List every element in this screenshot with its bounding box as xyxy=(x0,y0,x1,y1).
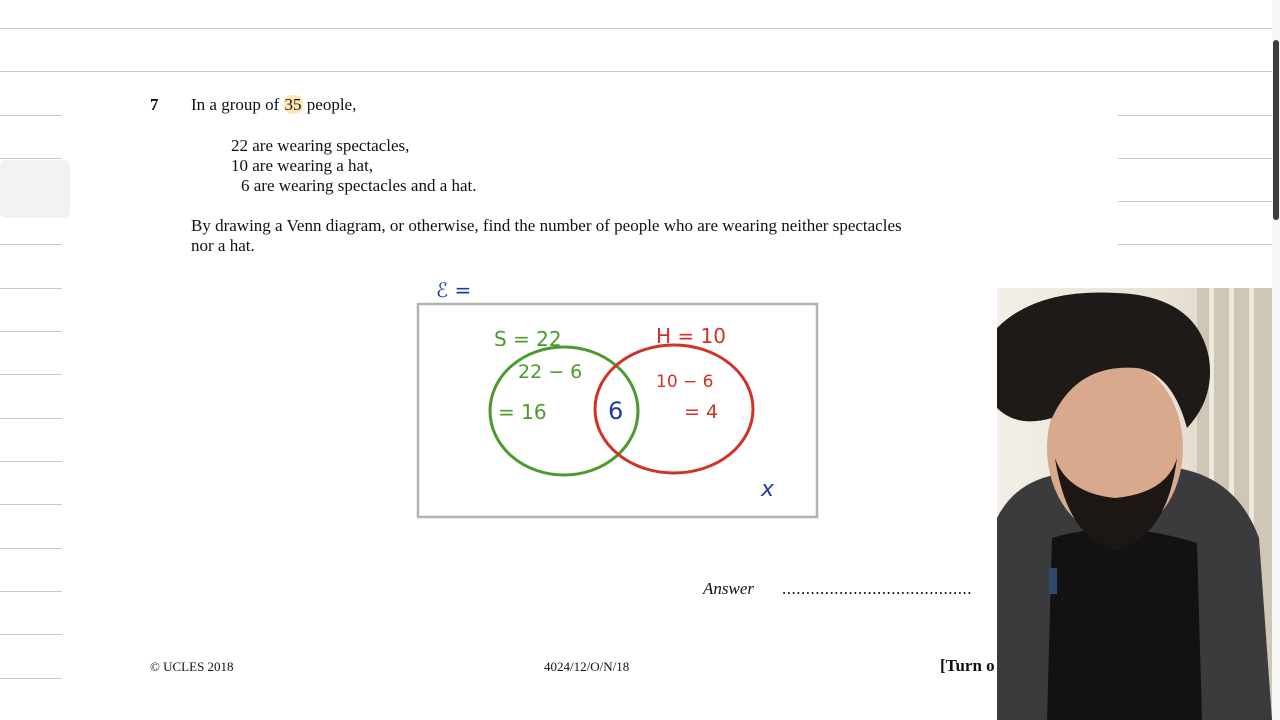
universal-set-label: ℰ = xyxy=(436,278,472,302)
copyright: © UCLES 2018 xyxy=(150,659,234,674)
question-prompt-line1: By drawing a Venn diagram, or otherwise, find the number of people who are wearing neither spectacles xyxy=(191,216,902,235)
page-thumbnail-highlight[interactable] xyxy=(0,160,70,218)
fact-hat: 10 are wearing a hat, xyxy=(231,156,374,175)
set-h-label: H = 10 xyxy=(656,324,726,348)
top-rule xyxy=(0,28,1272,29)
venn-diagram xyxy=(410,270,830,530)
fact-both: 6 are wearing spectacles and a hat. xyxy=(241,176,477,195)
header-rule xyxy=(0,71,1272,72)
set-h-only-value: = 4 xyxy=(684,401,719,423)
fact-spectacles: 22 are wearing spectacles, xyxy=(231,136,410,155)
set-s-working: 22 − 6 xyxy=(518,361,583,383)
paper-code: 4024/12/O/N/18 xyxy=(544,659,630,674)
question-intro xyxy=(191,95,356,115)
webcam-overlay xyxy=(997,288,1272,720)
highlighted-number: 35 xyxy=(284,95,302,114)
answer-dotted-line[interactable]: ........................................ xyxy=(782,579,972,598)
turn-over-note: [Turn o xyxy=(940,656,995,675)
answer-label: Answer xyxy=(703,579,754,598)
scrollbar-thumb[interactable] xyxy=(1273,40,1279,220)
intro-text-before: In a group of xyxy=(191,95,284,114)
set-s-label: S = 22 xyxy=(494,327,562,351)
set-h-working: 10 − 6 xyxy=(656,372,714,392)
intersection-value: 6 xyxy=(608,397,624,425)
question-number: 7 xyxy=(150,95,159,114)
intro-text-after: people, xyxy=(302,95,357,114)
outside-value: x xyxy=(761,477,775,502)
set-s-only-value: = 16 xyxy=(498,400,547,424)
question-prompt-line2: nor a hat. xyxy=(191,236,255,255)
